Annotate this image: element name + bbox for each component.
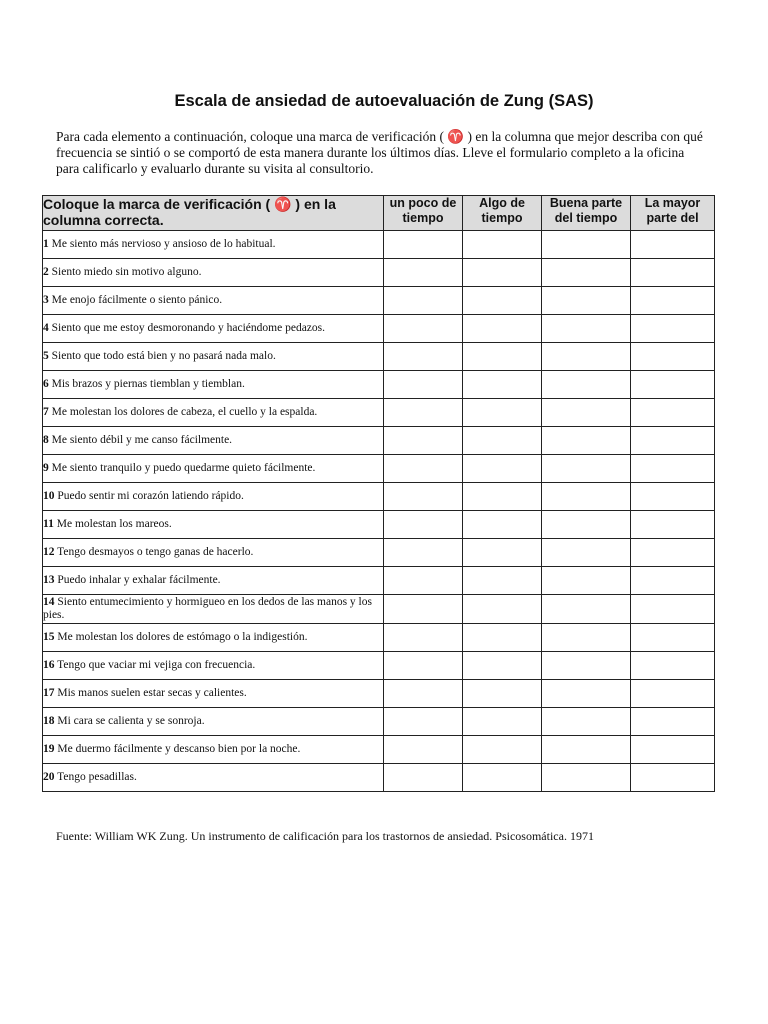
checkmark-cell[interactable] — [542, 511, 631, 539]
item-question — [43, 511, 384, 539]
checkmark-cell[interactable] — [384, 708, 463, 736]
checkmark-cell[interactable] — [384, 371, 463, 399]
table-row — [43, 652, 715, 680]
checkmark-cell[interactable] — [463, 399, 542, 427]
table-row — [43, 427, 715, 455]
item-question — [43, 539, 384, 567]
table-row — [43, 511, 715, 539]
checkmark-cell[interactable] — [631, 455, 715, 483]
checkmark-cell[interactable] — [542, 427, 631, 455]
checkmark-cell[interactable] — [463, 343, 542, 371]
table-row — [43, 231, 715, 259]
item-number: 13 — [43, 574, 55, 586]
item-question — [43, 259, 384, 287]
item-text: Siento entumecimiento y hormigueo en los dedos de las manos y los pies. — [43, 596, 372, 621]
item-question — [43, 315, 384, 343]
checkmark-cell[interactable] — [384, 455, 463, 483]
checkmark-cell[interactable] — [631, 736, 715, 764]
table-row — [43, 736, 715, 764]
table-row — [43, 315, 715, 343]
checkmark-cell[interactable] — [463, 315, 542, 343]
item-text: Me siento más nervioso y ansioso de lo habitual. — [48, 238, 276, 250]
checkmark-cell[interactable] — [631, 595, 715, 624]
item-question — [43, 231, 384, 259]
item-question — [43, 455, 384, 483]
checkmark-cell[interactable] — [631, 483, 715, 511]
checkmark-cell[interactable] — [542, 567, 631, 595]
question-column-header: Coloque la marca de verificación ( ♈ ) en la columna correcta. — [43, 196, 384, 231]
checkmark-cell[interactable] — [463, 483, 542, 511]
checkmark-cell[interactable] — [463, 427, 542, 455]
checkmark-cell[interactable] — [542, 343, 631, 371]
table-row — [43, 624, 715, 652]
checkmark-cell[interactable] — [631, 652, 715, 680]
option-header-good-part: Buena parte del tiempo — [542, 196, 631, 231]
item-question — [43, 624, 384, 652]
checkmark-cell[interactable] — [463, 764, 542, 792]
checkmark-cell[interactable] — [384, 287, 463, 315]
item-text: Tengo que vaciar mi vejiga con frecuencia. — [54, 659, 256, 671]
item-question — [43, 483, 384, 511]
checkmark-cell[interactable] — [542, 764, 631, 792]
table-row — [43, 595, 715, 624]
item-question — [43, 567, 384, 595]
checkmark-cell[interactable] — [631, 231, 715, 259]
checkmark-cell[interactable] — [542, 652, 631, 680]
item-number: 11 — [43, 518, 54, 530]
checkmark-cell[interactable] — [631, 708, 715, 736]
checkmark-cell[interactable] — [542, 399, 631, 427]
table-row — [43, 455, 715, 483]
item-number: 8 — [43, 434, 49, 446]
item-text: Me molestan los dolores de estómago o la indigestión. — [54, 631, 308, 643]
checkmark-cell[interactable] — [463, 539, 542, 567]
checkmark-cell[interactable] — [463, 455, 542, 483]
checkmark-cell[interactable] — [631, 511, 715, 539]
checkmark-cell[interactable] — [384, 343, 463, 371]
checkmark-cell[interactable] — [463, 595, 542, 624]
checkmark-cell[interactable] — [542, 455, 631, 483]
item-number: 4 — [43, 322, 49, 334]
checkmark-cell[interactable] — [542, 231, 631, 259]
table-row — [43, 539, 715, 567]
item-text: Siento que todo está bien y no pasará nada malo. — [48, 350, 276, 362]
checkmark-cell[interactable] — [463, 511, 542, 539]
item-number: 16 — [43, 659, 55, 671]
checkmark-cell[interactable] — [384, 764, 463, 792]
item-number: 5 — [43, 350, 49, 362]
checkmark-cell[interactable] — [542, 680, 631, 708]
checkmark-cell[interactable] — [463, 652, 542, 680]
checkmark-cell[interactable] — [631, 680, 715, 708]
table-row — [43, 371, 715, 399]
item-number: 3 — [43, 294, 49, 306]
item-text: Me siento débil y me canso fácilmente. — [48, 434, 233, 446]
checkmark-cell[interactable] — [463, 231, 542, 259]
item-number: 2 — [43, 266, 49, 278]
option-header-some: Algo de tiempo — [463, 196, 542, 231]
checkmark-cell[interactable] — [384, 399, 463, 427]
checkmark-cell[interactable] — [542, 624, 631, 652]
item-text: Me duermo fácilmente y descanso bien por la noche. — [54, 743, 301, 755]
checkmark-cell[interactable] — [384, 483, 463, 511]
checkmark-cell[interactable] — [542, 539, 631, 567]
checkmark-cell[interactable] — [463, 736, 542, 764]
checkmark-cell[interactable] — [542, 371, 631, 399]
item-question — [43, 343, 384, 371]
item-text: Siento que me estoy desmoronando y haciéndome pedazos. — [48, 322, 325, 334]
checkmark-cell[interactable] — [631, 287, 715, 315]
checkmark-cell[interactable] — [542, 483, 631, 511]
table-row — [43, 764, 715, 792]
item-question — [43, 708, 384, 736]
checkmark-cell[interactable] — [631, 427, 715, 455]
checkmark-cell[interactable] — [384, 736, 463, 764]
table-header-row — [43, 196, 715, 231]
item-number: 19 — [43, 743, 55, 755]
item-number: 6 — [43, 378, 49, 390]
checkmark-cell[interactable] — [631, 764, 715, 792]
table-row — [43, 483, 715, 511]
checkmark-cell[interactable] — [542, 287, 631, 315]
item-number: 18 — [43, 715, 55, 727]
checkmark-cell[interactable] — [384, 680, 463, 708]
checkmark-cell[interactable] — [384, 539, 463, 567]
checkmark-cell[interactable] — [463, 680, 542, 708]
item-text: Mis brazos y piernas tiemblan y tiemblan. — [48, 378, 245, 390]
item-text: Siento miedo sin motivo alguno. — [48, 266, 202, 278]
checkmark-cell[interactable] — [542, 708, 631, 736]
item-text: Tengo pesadillas. — [54, 771, 137, 783]
checkmark-cell[interactable] — [631, 539, 715, 567]
item-question — [43, 736, 384, 764]
form-title: Escala de ansiedad de autoevaluación de Zung (SAS) — [174, 92, 594, 110]
item-text: Me enojo fácilmente o siento pánico. — [48, 294, 223, 306]
item-text: Me molestan los dolores de cabeza, el cuello y la espalda. — [48, 406, 318, 418]
checkmark-cell[interactable] — [631, 567, 715, 595]
checkmark-cell[interactable] — [384, 315, 463, 343]
checkmark-cell[interactable] — [384, 567, 463, 595]
table-row — [43, 399, 715, 427]
item-number: 10 — [43, 490, 55, 502]
checkmark-cell[interactable] — [384, 595, 463, 624]
checkmark-cell[interactable] — [542, 595, 631, 624]
checkmark-cell[interactable] — [631, 624, 715, 652]
item-number: 20 — [43, 771, 55, 783]
item-number: 17 — [43, 687, 55, 699]
item-text: Puedo sentir mi corazón latiendo rápido. — [54, 490, 244, 502]
item-text: Me molestan los mareos. — [53, 518, 172, 530]
item-number: 12 — [43, 546, 55, 558]
item-question — [43, 399, 384, 427]
table-row — [43, 259, 715, 287]
table-row — [43, 343, 715, 371]
item-number: 15 — [43, 631, 55, 643]
checkmark-cell[interactable] — [384, 652, 463, 680]
checkmark-cell[interactable] — [384, 259, 463, 287]
table-row — [43, 680, 715, 708]
source-citation: Fuente: William WK Zung. Un instrumento de calificación para los trastornos de ansiedad. Psicosomática. 1971 — [56, 829, 594, 843]
checkmark-cell[interactable] — [542, 315, 631, 343]
item-question — [43, 371, 384, 399]
checkmark-cell[interactable] — [463, 624, 542, 652]
item-question — [43, 680, 384, 708]
checkmark-cell[interactable] — [384, 511, 463, 539]
checkmark-cell[interactable] — [384, 624, 463, 652]
checkmark-cell[interactable] — [631, 315, 715, 343]
anxiety-scale-table — [42, 195, 715, 792]
checkmark-cell[interactable] — [463, 287, 542, 315]
checkmark-cell[interactable] — [631, 259, 715, 287]
checkmark-cell[interactable] — [463, 259, 542, 287]
checkmark-cell[interactable] — [463, 708, 542, 736]
checkmark-cell[interactable] — [384, 427, 463, 455]
option-header-little: un poco de tiempo — [384, 196, 463, 231]
checkmark-cell[interactable] — [631, 343, 715, 371]
item-text: Me siento tranquilo y puedo quedarme quieto fácilmente. — [48, 462, 316, 474]
item-text: Mis manos suelen estar secas y calientes. — [54, 687, 247, 699]
item-question — [43, 595, 384, 624]
checkmark-cell[interactable] — [463, 371, 542, 399]
item-text: Puedo inhalar y exhalar fácilmente. — [54, 574, 221, 586]
option-header-most: La mayor parte del — [631, 196, 715, 231]
checkmark-cell[interactable] — [542, 736, 631, 764]
checkmark-cell[interactable] — [631, 399, 715, 427]
item-question — [43, 427, 384, 455]
instructions-paragraph: Para cada elemento a continuación, coloque una marca de verificación ( ♈ ) en la columna que mejor describa con qué frecuencia se sintió o se comportó de esta manera durante los últimos días. Lleve el formulario completo a la oficina para calificarlo y evaluarlo durante su visita al consultorio. — [56, 129, 703, 176]
item-question — [43, 287, 384, 315]
item-number: 9 — [43, 462, 49, 474]
checkmark-cell[interactable] — [631, 371, 715, 399]
table-row — [43, 708, 715, 736]
table-row — [43, 287, 715, 315]
table-row — [43, 567, 715, 595]
item-text: Mi cara se calienta y se sonroja. — [54, 715, 205, 727]
checkmark-cell[interactable] — [542, 259, 631, 287]
checkmark-cell[interactable] — [463, 567, 542, 595]
item-question — [43, 764, 384, 792]
item-text: Tengo desmayos o tengo ganas de hacerlo. — [54, 546, 254, 558]
checkmark-cell[interactable] — [384, 231, 463, 259]
item-number: 1 — [43, 238, 49, 250]
item-question — [43, 652, 384, 680]
item-number: 7 — [43, 406, 49, 418]
item-number: 14 — [43, 596, 55, 608]
